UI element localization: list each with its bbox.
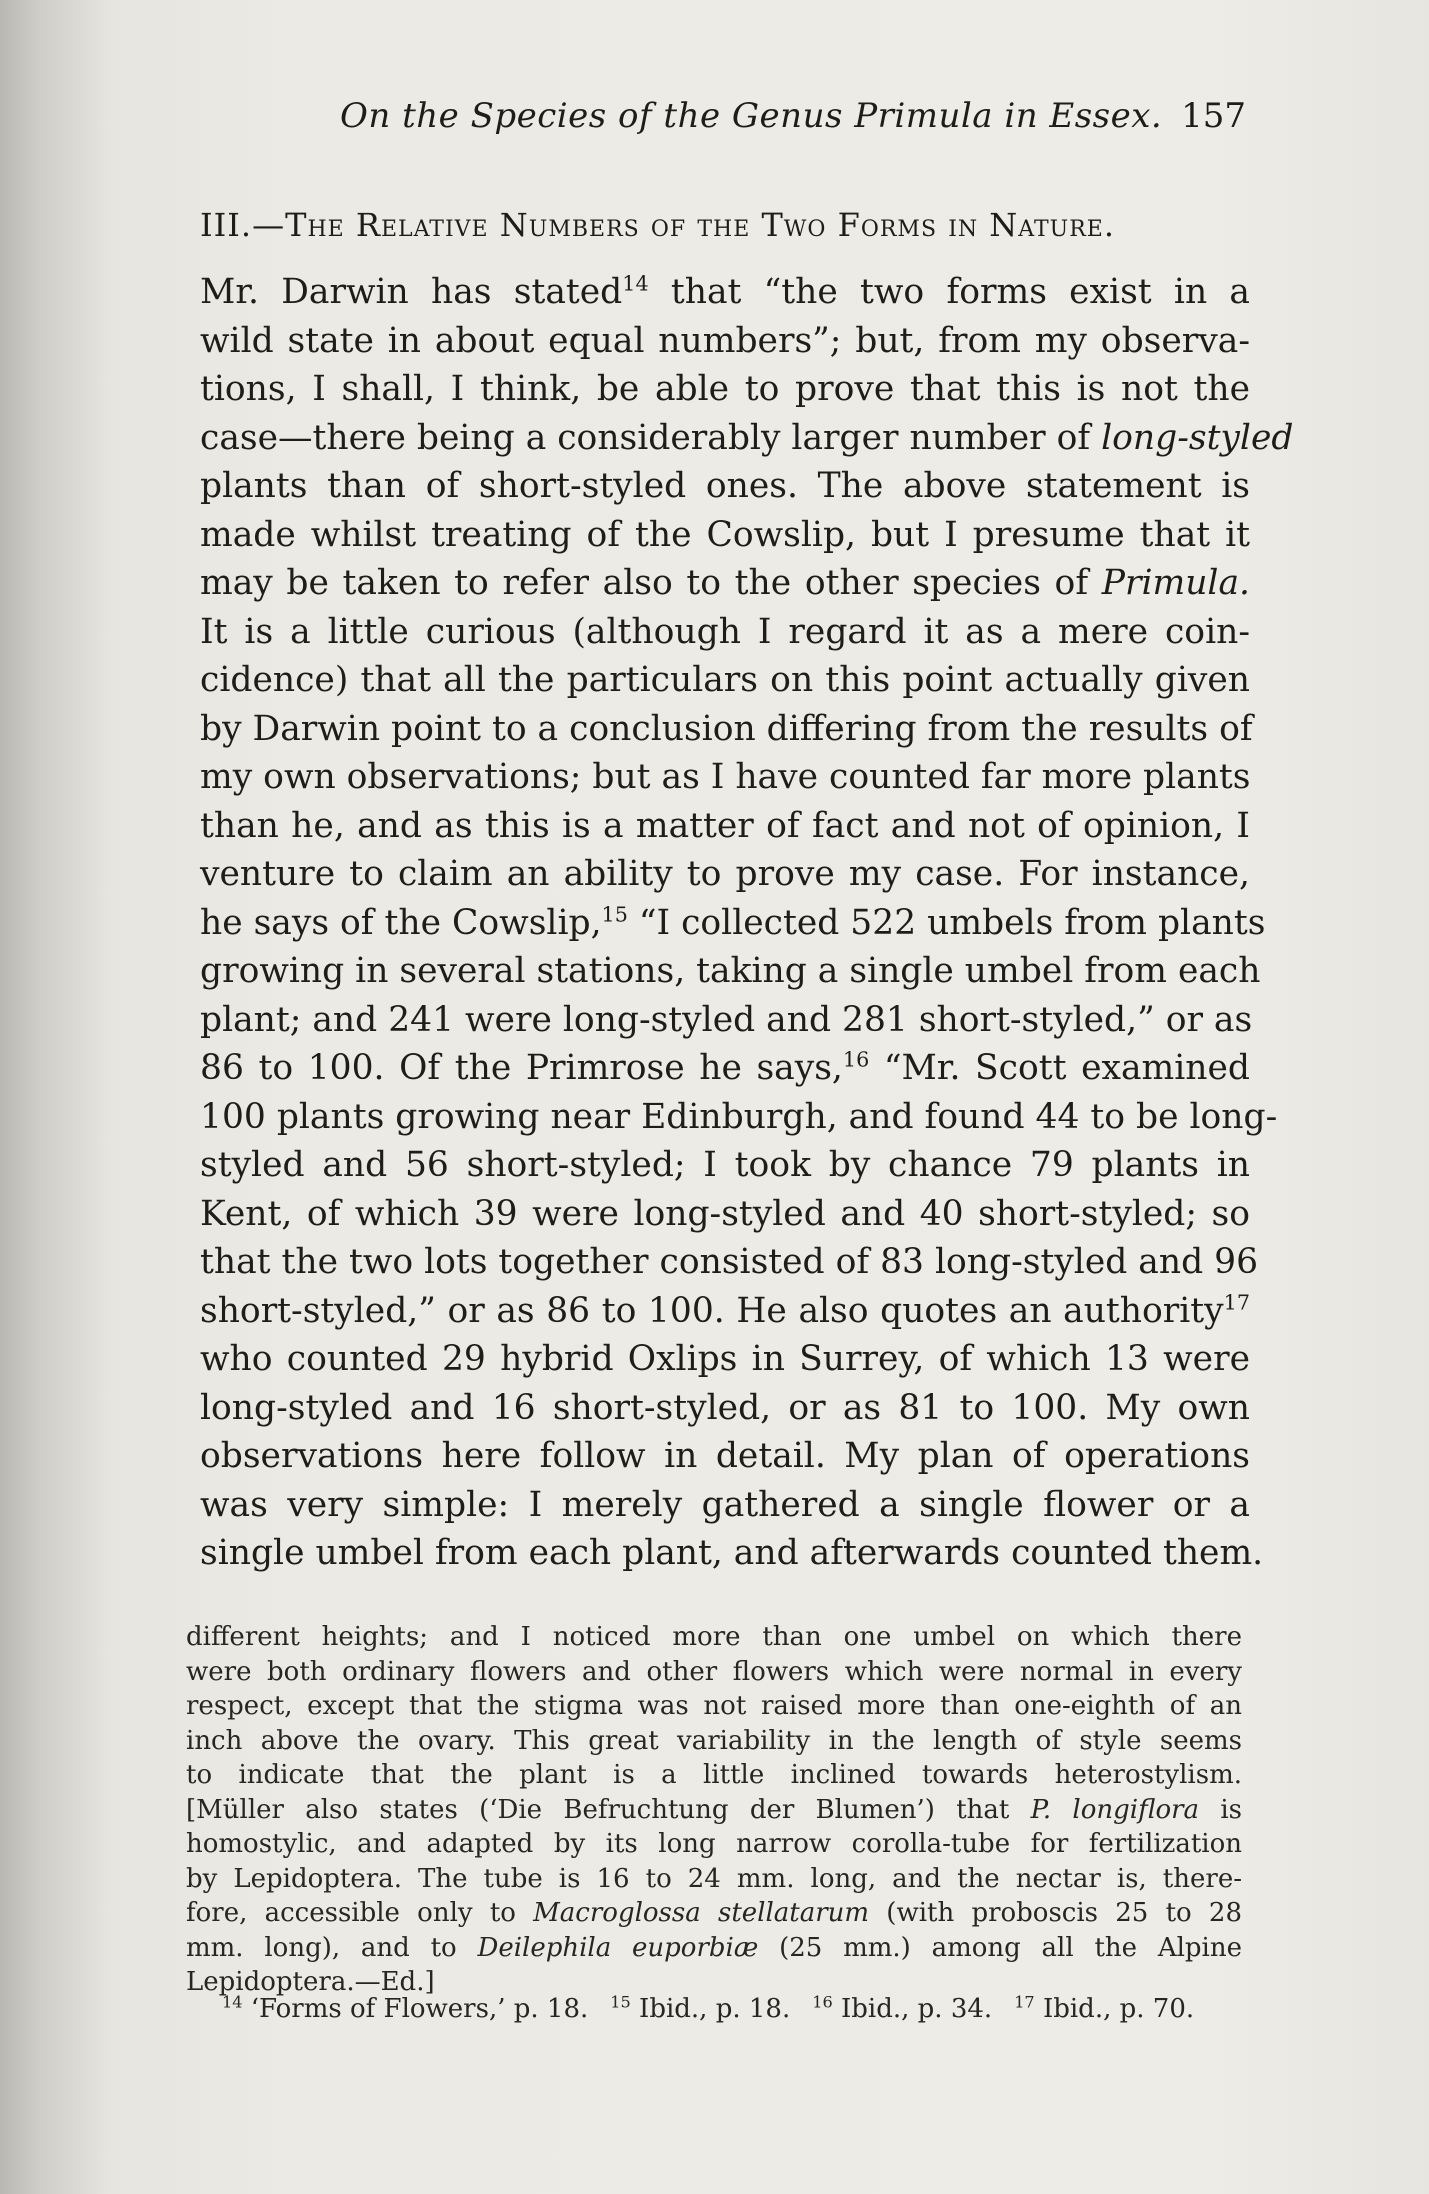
footnote-line <box>186 1620 1242 1655</box>
footnote-reference-text: Ibid., p. 18. <box>630 1994 791 2024</box>
footnote-line <box>186 1724 1242 1759</box>
body-text: tions, I shall, I think, be able to prove that this is not the <box>200 369 1250 409</box>
body-text: may be taken to refer also to the other species of <box>200 563 1102 603</box>
body-text: case—there being a considerably larger number of <box>200 417 1102 458</box>
body-text: “I collected 522 umbels from plants <box>627 902 1266 943</box>
body-line <box>200 317 1250 366</box>
footnote-text: mm. long), and to <box>186 1932 478 1963</box>
body-text: made whilst treating of the Cowslip, but I presume that it <box>200 514 1250 555</box>
body-line <box>200 1384 1250 1433</box>
body-text: that the two lots together consisted of 83 long-styled and 96 <box>200 1242 1259 1282</box>
footnote-reference-text: Ibid., p. 70. <box>1034 1994 1195 2024</box>
footnote-marker: 14 <box>622 271 649 296</box>
body-text: styled and 56 short-styled; I took by chance 79 plants in <box>200 1145 1250 1185</box>
body-text: Mr. Darwin has stated <box>200 272 623 312</box>
footnote-text: (25 mm.) among all the Alpine <box>758 1932 1243 1963</box>
footnote-italic-text: P. longiflora <box>1030 1794 1200 1825</box>
footnote-line <box>186 1827 1242 1862</box>
body-text: was very simple: I merely gathered a single flower or a <box>200 1484 1250 1525</box>
body-line <box>200 268 1250 317</box>
footnote-text: (with proboscis 25 to 28 <box>869 1898 1242 1928</box>
body-text: growing in several stations, taking a single umbel from each <box>200 951 1261 991</box>
footnote-reference-text: Ibid., p. 34. <box>832 1994 993 2024</box>
body-text: he says of the Cowslip, <box>200 902 602 943</box>
body-text: plants than of short-styled ones. The above statement is <box>200 466 1250 506</box>
body-line <box>200 1335 1250 1384</box>
footnote-text: to indicate that the plant is a little inclined towards heterostylism. <box>186 1760 1242 1790</box>
body-text: my own observations; but as I have counted far more plants <box>200 757 1251 797</box>
body-italic-text: long-styled <box>1101 417 1294 458</box>
footnote-reference-number: 15 <box>610 1992 631 2012</box>
body-line <box>200 996 1253 1045</box>
footnote-line <box>186 1896 1242 1931</box>
body-line <box>200 1529 1264 1578</box>
body-line <box>200 1190 1250 1239</box>
footnote-italic-text: Deilephila euporbiæ <box>477 1932 759 1963</box>
body-line <box>200 365 1250 414</box>
footnote-text: respect, except that the stigma was not raised more than one-eighth of an <box>186 1691 1242 1721</box>
footnote-reference-number: 14 <box>222 1992 243 2012</box>
footnote-text: inch above the ovary. This great variability in the length of style seems <box>186 1725 1242 1756</box>
body-line <box>200 947 1261 996</box>
footnote-text: [Müller also states (‘Die Befruchtung der Blumen’) that <box>186 1794 1031 1825</box>
footnote-text: homostylic, and adapted by its long narrow corolla-tube for fertilization <box>186 1829 1242 1859</box>
footnote-text: by Lepidoptera. The tube is 16 to 24 mm. long, and the nectar is, there- <box>186 1863 1242 1894</box>
body-text: Kent, of which 39 were long-styled and 40 short-styled; so <box>200 1193 1250 1234</box>
page-number: 157 <box>1181 96 1246 136</box>
body-text: 86 to 100. Of the Primrose he says, <box>200 1048 843 1088</box>
body-text: observations here follow in detail. My plan of operations <box>200 1436 1250 1476</box>
body-text: venture to claim an ability to prove my case. For instance, <box>200 854 1250 894</box>
section-heading: III.—The Relative Numbers of the Two Forms in Nature. <box>200 206 1115 244</box>
body-text: It is a little curious (although I regard it as a mere coin- <box>200 611 1250 652</box>
body-line <box>200 1432 1250 1481</box>
body-line <box>200 462 1250 511</box>
body-text: “Mr. Scott examined <box>869 1048 1250 1088</box>
body-line <box>200 850 1250 899</box>
body-line <box>200 1481 1250 1530</box>
body-line <box>200 656 1250 705</box>
footnote-italic-text: Macroglossa stellatarum <box>533 1898 870 1928</box>
body-text: plant; and 241 were long-styled and 281 short-styled,” or as <box>200 999 1253 1040</box>
footnote-reference-text: ‘Forms of Flowers,’ p. 18. <box>242 1994 589 2024</box>
body-line <box>200 559 1250 608</box>
footnote-reference-number: 16 <box>812 1992 833 2012</box>
body-text: than he, and as this is a matter of fact and not of opinion, I <box>200 805 1250 846</box>
body-text: single umbel from each plant, and afterwards counted them. <box>200 1533 1264 1573</box>
footnote-reference <box>222 1994 588 2024</box>
body-italic-text: Primula. <box>1101 563 1250 603</box>
footnote-continuation <box>186 1620 1242 2000</box>
body-text: 100 plants growing near Edinburgh, and found 44 to be long- <box>200 1096 1278 1137</box>
footnote-line <box>186 1655 1242 1690</box>
footnote-text: fore, accessible only to <box>186 1898 534 1928</box>
body-text: cidence) that all the particulars on this point actually given <box>200 660 1250 700</box>
footnote-marker: 17 <box>1223 1290 1250 1314</box>
footnote-reference <box>610 1994 790 2024</box>
body-line <box>200 1238 1259 1287</box>
footnote-text: different heights; and I noticed more than one umbel on which there <box>186 1622 1242 1652</box>
footnote-reference <box>812 1994 992 2024</box>
body-line <box>200 1141 1250 1190</box>
body-line <box>200 414 1294 463</box>
footnote-text: is <box>1199 1794 1242 1825</box>
footnote-line <box>186 1758 1242 1793</box>
footnote-text: Lepidoptera.—Ed.] <box>186 1967 435 1997</box>
body-line <box>200 1093 1278 1142</box>
body-text: long-styled and 16 short-styled, or as 81 to 100. My own <box>200 1387 1250 1428</box>
footnote-marker: 15 <box>601 902 628 926</box>
body-line <box>200 1287 1250 1336</box>
footnote-line <box>186 1862 1242 1897</box>
footnote-text: were both ordinary flowers and other flowers which were normal in every <box>186 1656 1242 1687</box>
body-text: by Darwin point to a conclusion differing from the results of <box>200 708 1253 749</box>
running-title: On the Species of the Genus Primula in Essex. <box>340 96 1163 136</box>
body-line <box>200 1044 1250 1093</box>
body-line <box>200 511 1250 560</box>
body-text: wild state in about equal numbers”; but, from my observa- <box>200 320 1250 361</box>
body-line <box>200 753 1250 802</box>
body-text: short-styled,” or as 86 to 100. He also quotes an authority <box>200 1290 1224 1331</box>
body-line <box>200 802 1250 851</box>
body-text: who counted 29 hybrid Oxlips in Surrey, of which 13 were <box>200 1339 1250 1379</box>
footnote-marker: 16 <box>842 1047 870 1072</box>
body-line <box>200 705 1253 754</box>
running-header <box>190 96 1260 156</box>
footnote-reference <box>1014 1994 1194 2024</box>
footnote-references <box>222 1992 1242 2026</box>
body-line <box>200 899 1266 948</box>
footnote-line <box>186 1689 1242 1724</box>
footnote-reference-number: 17 <box>1014 1992 1035 2012</box>
body-text: that “the two forms exist in a <box>648 272 1250 312</box>
body-paragraph <box>200 268 1294 1578</box>
footnote-line <box>186 1931 1242 1966</box>
footnote-line <box>186 1793 1242 1828</box>
body-line <box>200 608 1250 657</box>
